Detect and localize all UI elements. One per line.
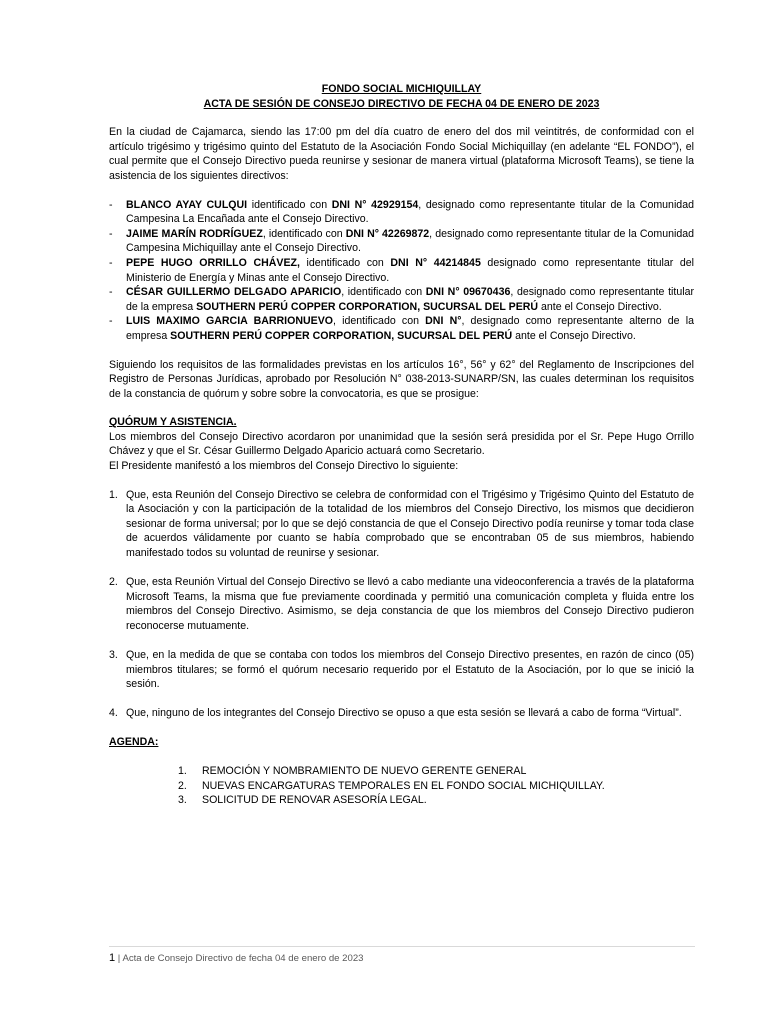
attendee-name: BLANCO AYAY CULQUI xyxy=(126,198,248,211)
attendee-item xyxy=(109,285,694,314)
point-text: Que, ninguno de los integrantes del Consejo Directivo se opuso a que esta sesión se llevará a cabo de forma “Virtual”. xyxy=(126,707,682,720)
point-item xyxy=(109,648,694,692)
attendee-item xyxy=(109,256,694,285)
agenda-text: REMOCIÓN Y NOMBRAMIENTO DE NUEVO GERENTE GENERAL xyxy=(202,764,527,777)
point-text: Que, esta Reunión Virtual del Consejo Directivo se llevó a cabo mediante una videoconferencia a través de la plataforma Microsoft Teams, la misma que fue previamente coordinada y permitió una comunicación completa y fluida entre los miembros del Consejo Directivo. Asimismo, se deja constancia de que los miembros del Consejo Directivo pudieron reconocerse mutuamente. xyxy=(126,576,694,632)
point-text: Que, esta Reunión del Consejo Directivo se celebra de conformidad con el Trigésimo y Trigésimo Quinto del Estatuto de la Asociación y con la participación de la totalidad de los miembros del Consejo Directivo, los mismos que decidieron sesionar de forma universal; por lo que se dejó constancia de que el Consejo Directivo podía reunirse y tomar toda clase de acuerdos válidamente por cuanto se había comprobado que se encontraban 05 de sus miembros, habiendo manifestado todos su voluntad de reunirse y sesionar. xyxy=(126,488,694,560)
attendee-text: , designado como representante titular de la Comunidad Campesina Michiquillay ante el Consejo Directivo. xyxy=(126,227,695,255)
president-paragraph: El Presidente manifestó a los miembros del Consejo Directivo lo siguiente: xyxy=(109,460,459,473)
attendee-dni: DNI N° xyxy=(425,315,462,328)
attendee-name: CÉSAR GUILLERMO DELGADO APARICIO xyxy=(126,286,342,299)
quorum-paragraph: Los miembros del Consejo Directivo acordaron por unanimidad que la sesión será presidida por el Sr. Pepe Hugo Orrillo Chávez y que el Sr. César Guillermo Delgado Aparicio actuará como Secretario. xyxy=(109,430,694,458)
attendee-text: ante el Consejo Directivo. xyxy=(512,329,636,342)
agenda-text: SOLICITUD DE RENOVAR ASESORÍA LEGAL. xyxy=(202,794,427,807)
attendee-text: , identificado con xyxy=(262,227,346,240)
attendee-text: identificado con xyxy=(247,198,332,211)
agenda-heading: AGENDA: xyxy=(109,736,159,749)
point-text: Que, en la medida de que se contaba con todos los miembros del Consejo Directivo presentes, en razón de cinco (05) miembros titulares; se formó el quórum necesario requerido por el Estatuto de la Asociación, por lo que se inició la sesión. xyxy=(126,649,694,691)
attendee-text: , designado como representante titular de la empresa xyxy=(126,286,694,313)
points-list xyxy=(109,488,694,721)
footer-separator: | xyxy=(117,953,121,964)
agenda-number: 2. xyxy=(178,779,187,792)
attendee-list xyxy=(109,198,694,344)
quorum-heading: QUÓRUM Y ASISTENCIA. xyxy=(109,416,237,429)
agenda-number: 1. xyxy=(178,764,187,777)
agenda-item xyxy=(178,793,694,808)
point-number: 2. xyxy=(109,576,118,589)
attendee-dni: DNI N° 42269872 xyxy=(345,227,430,240)
attendee-name: JAIME MARÍN RODRÍGUEZ xyxy=(126,227,263,240)
attendee-company: SOUTHERN PERÚ COPPER CORPORATION, SUCURSAL DEL PERÚ xyxy=(170,329,513,342)
page-footer xyxy=(109,946,695,967)
attendee-item xyxy=(109,314,694,343)
attendee-text: designado como representante titular del Ministerio de Energía y Minas ante el Consejo Directivo. xyxy=(126,256,694,284)
document-subtitle: ACTA DE SESIÓN DE CONSEJO DIRECTIVO DE FECHA 04 DE ENERO DE 2023 xyxy=(203,97,600,110)
agenda-number: 3. xyxy=(178,794,187,807)
agenda-item xyxy=(178,764,694,779)
attendee-item xyxy=(109,227,694,256)
attendee-text: ante el Consejo Directivo. xyxy=(538,300,662,313)
point-number: 1. xyxy=(109,488,118,501)
attendee-text: , identificado con xyxy=(341,286,426,299)
attendee-text: identificado con xyxy=(299,256,391,269)
attendee-text: , designado como representante alterno de la empresa xyxy=(126,315,694,342)
point-item xyxy=(109,706,694,721)
requirements-paragraph: Siguiendo los requisitos de las formalidades previstas en los artículos 16°, 56° y 62° del Reglamento de Inscripciones del Registro de Personas Jurídicas, aprobado por Resolución N° 038-2013-SUNARP/SN, las cuales determinan los requisitos de la constancia de quórum y sobre sobre la convocatoria, es que se prosigue: xyxy=(109,358,694,400)
footer-text: Acta de Consejo Directivo de fecha 04 de enero de 2023 xyxy=(122,953,364,964)
attendee-name: LUIS MAXIMO GARCIA BARRIONUEVO xyxy=(126,315,334,328)
attendee-dni: DNI N° 42929154 xyxy=(331,198,419,211)
document-body xyxy=(109,82,694,808)
point-item xyxy=(109,575,694,633)
document-title: FONDO SOCIAL MICHIQUILLAY xyxy=(321,83,482,95)
attendee-text: , identificado con xyxy=(333,315,426,328)
attendee-text: , designado como representante titular de la Comunidad Campesina La Encañada ante el Consejo Directivo. xyxy=(126,198,694,226)
agenda-list xyxy=(109,764,694,808)
attendee-company: SOUTHERN PERÚ COPPER CORPORATION, SUCURSAL DEL PERÚ xyxy=(196,300,539,313)
intro-paragraph: En la ciudad de Cajamarca, siendo las 17:00 pm del día cuatro de enero del dos mil veintitrés, de conformidad con el artículo trigésimo y trigésimo quinto del Estatuto de la Asociación Fondo Social Michiquillay (en adelante “EL FONDO”), el cual permite que el Consejo Directivo pueda reunirse y sesionar de manera virtual (plataforma Microsoft Teams), se tiene la asistencia de los siguientes directivos: xyxy=(109,126,694,182)
point-item xyxy=(109,488,694,561)
attendee-dni: DNI N° 09670436 xyxy=(425,286,511,299)
point-number: 4. xyxy=(109,707,118,720)
agenda-item xyxy=(178,779,694,794)
point-number: 3. xyxy=(109,649,118,661)
page-number: 1 xyxy=(109,952,116,964)
attendee-item xyxy=(109,198,694,227)
attendee-name: PEPE HUGO ORRILLO CHÁVEZ, xyxy=(126,256,300,269)
agenda-text: NUEVAS ENCARGATURAS TEMPORALES EN EL FONDO SOCIAL MICHIQUILLAY. xyxy=(202,779,605,792)
attendee-dni: DNI N° 44214845 xyxy=(390,256,481,269)
